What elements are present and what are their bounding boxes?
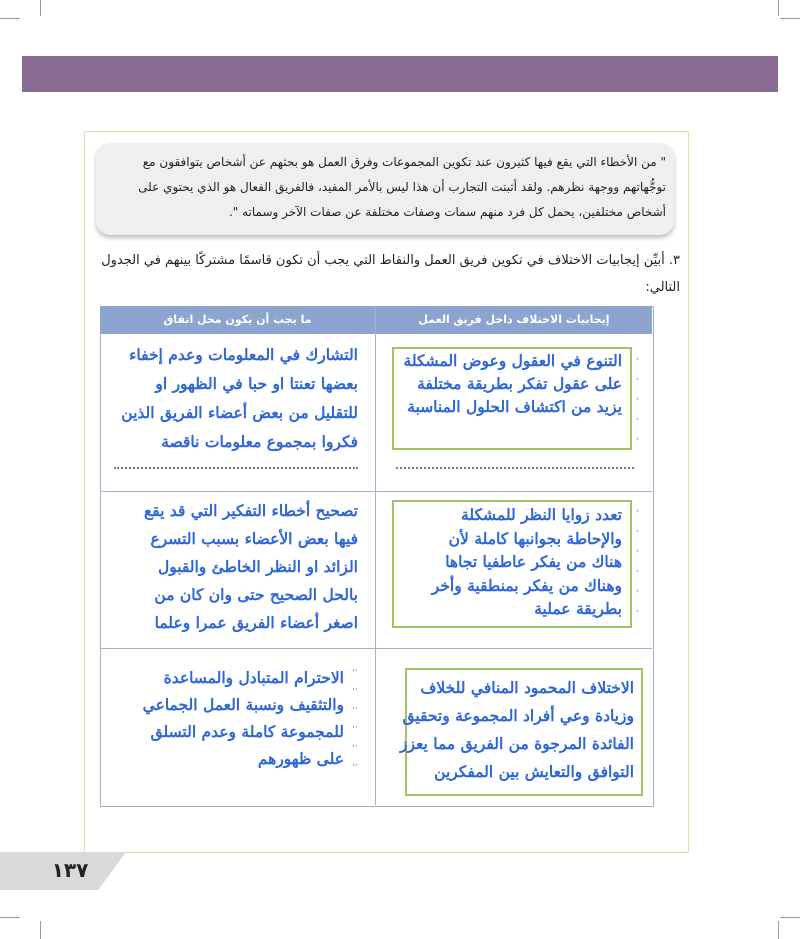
answer-line: على عقول تفكر بطريقة مختلفة [417,374,622,393]
answer-line: الفائدة المرجوة من الفريق مما يعزز [400,734,634,753]
answer-line: فكروا بمجموع معلومات ناقصة [161,432,358,451]
answer-line: الزائد او النظر الخاطئ والقبول [157,557,358,576]
crop-mark [40,921,41,939]
answer-line: بطريقة عملية [534,599,622,618]
header-banner [22,56,778,92]
dotted-line [396,467,634,470]
answer-line: فيها بعض الأعضاء بسبب التسرع [150,529,358,548]
answer-line: وزيادة وعي أفراد المجموعة وتحقيق [402,706,634,725]
answer-text-left [114,340,358,456]
answer-line: تعدد زوايا النظر للمشكلة [461,505,622,524]
answer-line: الاختلاف المحمود المنافي للخلاف [420,678,634,697]
answer-line: للمجموعة كاملة وعدم التسلق [150,722,344,741]
crop-mark [778,921,779,939]
table-row-divider [100,648,652,649]
crop-mark [780,18,800,19]
question-3 [60,247,680,301]
crop-mark [778,0,779,16]
crop-mark [780,917,800,918]
quote-line: توجُّهاتهم ووجهة نظرهم. ولقد أثبتت التجارب أن هذا ليس بالأمر المفيد، فالفريق الفعال هو الذي يحتوي على [138,180,666,194]
table-header-benefits: إيجابيات الاختلاف داخل فريق العمل [376,306,652,334]
answer-line: يزيد من اكتشاف الحلول المناسبة [407,397,622,416]
answer-text-right [396,503,622,621]
answer-text-left [114,497,358,637]
question-line: ٣. أبيِّن إيجابيات الاختلاف في تكوين فريق العمل والنقاط التي يجب أن تكون قاسمًا مشتركًا بينهم في الجدول [101,253,680,268]
quote-text [104,150,666,225]
crop-mark [0,917,20,918]
page-number: ١٣٧ [51,858,89,882]
answer-line: التنوع في العقول وعوض المشكلة [403,351,622,370]
quote-line: أشخاص مختلفين، يحمل كل فرد منهم سمات وصفات مختلفة عن صفات الآخر وسماته ". [228,205,666,219]
answer-line: بعضها تعنتا او حبا في الظهور او [155,374,358,393]
answer-line: على ظهورهم [257,749,344,768]
quote-line: " من الأخطاء التي يقع فيها كثيرون عند تكوين المجموعات وفرق العمل هو بحثهم عن أشخاص يتوافقون مع [142,155,666,169]
answer-line: التشارك في المعلومات وعدم إخفاء [129,345,358,364]
answer-line: هناك من يفكر عاطفيا تجاها [445,552,622,571]
answer-line: الاحترام المتبادل والمساعدة [163,668,344,687]
answer-text-right [400,674,634,786]
answer-line: تصحيح أخطاء التفكير التي قد يقع [144,501,358,520]
answer-text-right [396,349,622,418]
dotted-line [114,467,358,470]
table-column-divider [375,306,376,805]
answer-line: وهناك من يفكر بمنطقية وأخر [431,575,622,595]
answer-ticks: · · · · · · [636,507,639,617]
crop-mark [40,0,41,16]
answer-line: بالحل الصحيح حتى وان كان من [154,585,358,604]
table-header-agreement: ما يجب أن يكون محل اتفاق [100,306,375,334]
answer-line: والتثقيف ونسبة العمل الجماعي [142,695,344,714]
answer-line: التوافق والتعايش بين المفكرين [434,762,634,781]
answer-line: اصغر أعضاء الفريق عمرا وعلما [154,613,358,632]
question-line: التالي: [645,280,680,295]
answer-text-left [118,664,344,772]
answer-line: والإحاطة بجوانبها كاملة لأن [448,528,622,548]
answer-ticks: · · · · · [636,355,639,445]
answer-ticks: ·· ·· ·· ·· ·· ·· [352,666,358,771]
answer-line: للتقليل من بعض أعضاء الفريق الذين [121,403,358,422]
table-row-divider [100,491,652,492]
crop-mark [0,18,20,19]
